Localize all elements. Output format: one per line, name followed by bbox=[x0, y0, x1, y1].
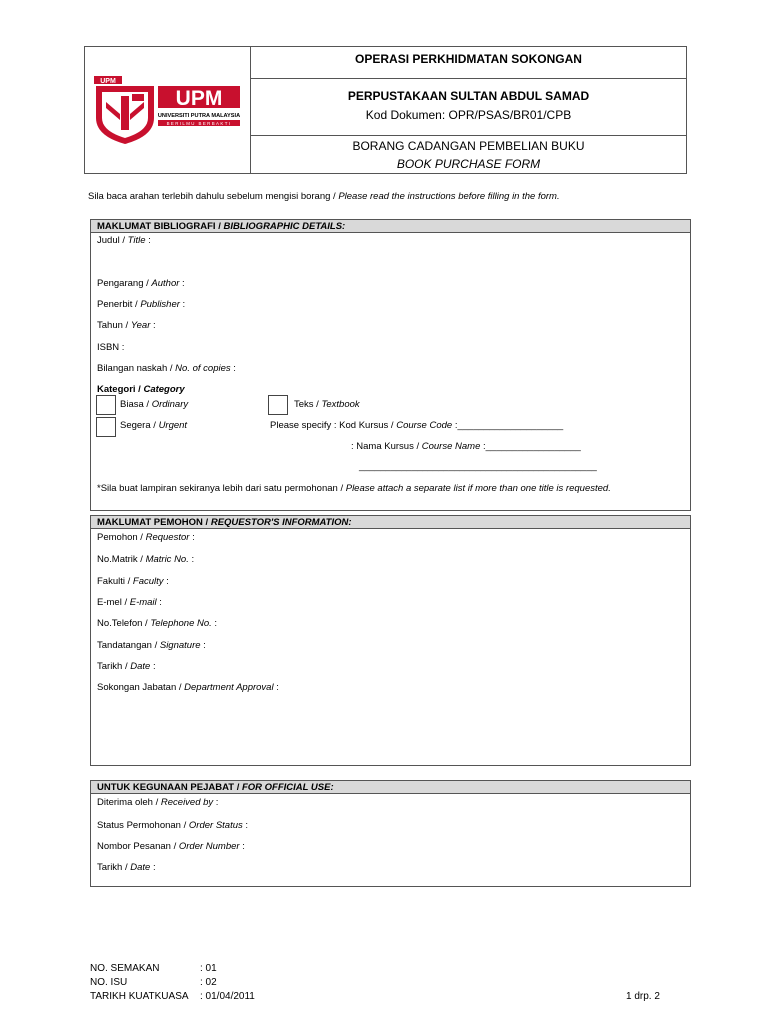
document-code: Kod Dokumen: OPR/PSAS/BR01/CPB bbox=[365, 108, 572, 122]
field-signature[interactable]: Tandatangan / Signature : bbox=[97, 640, 206, 651]
form-title-english: BOOK PURCHASE FORM bbox=[396, 157, 541, 171]
instruction-malay: Sila baca arahan terlebih dahulu sebelum mengisi borang / bbox=[88, 191, 339, 202]
footer-revision-value: : 01 bbox=[200, 963, 217, 974]
category-label: Kategori / Category bbox=[97, 384, 185, 395]
label-ordinary: Biasa / Ordinary bbox=[120, 399, 189, 410]
header-row-line-1 bbox=[250, 78, 687, 79]
instruction-text bbox=[88, 191, 560, 202]
footer-issue-label: NO. ISU bbox=[90, 977, 128, 988]
upm-logo bbox=[92, 74, 244, 146]
label-textbook: Teks / Textbook bbox=[294, 399, 360, 410]
field-course-name[interactable]: : Nama Kursus / Course Name :__________________ bbox=[351, 441, 581, 452]
field-department-approval[interactable]: Sokongan Jabatan / Department Approval : bbox=[97, 682, 279, 693]
official-use-heading: UNTUK KEGUNAAN PEJABAT / FOR OFFICIAL USE: bbox=[91, 781, 690, 794]
logo-wordmark: UPM bbox=[175, 87, 223, 110]
field-email[interactable]: E-mel / E-mail : bbox=[97, 597, 162, 608]
field-official-date[interactable]: Tarikh / Date : bbox=[97, 862, 156, 873]
field-extra-line[interactable]: _____________________________________________ bbox=[359, 461, 597, 472]
field-telephone[interactable]: No.Telefon / Telephone No. : bbox=[97, 618, 218, 629]
requestor-heading: MAKLUMAT PEMOHON / REQUESTOR'S INFORMATION: bbox=[91, 516, 690, 529]
field-isbn[interactable]: ISBN : bbox=[97, 342, 125, 353]
field-course-code[interactable]: Please specify : Kod Kursus / Course Code :____________________ bbox=[270, 420, 564, 431]
footer-issue-value: : 02 bbox=[200, 977, 217, 988]
field-matric-no[interactable]: No.Matrik / Matric No. : bbox=[97, 554, 195, 565]
upm-shield-icon bbox=[92, 74, 244, 146]
field-author[interactable]: Pengarang / Author : bbox=[97, 278, 185, 289]
form-title-malay: BORANG CADANGAN PEMBELIAN BUKU bbox=[352, 139, 585, 153]
logo-university-name: UNIVERSITI PUTRA MALAYSIA bbox=[157, 113, 241, 119]
header-title: OPERASI PERKHIDMATAN SOKONGAN bbox=[355, 52, 582, 66]
logo-tagline: BERILMU BERBAKTI bbox=[166, 121, 232, 126]
page-number: 1 drp. 2 bbox=[626, 991, 660, 1002]
field-requestor[interactable]: Pemohon / Requestor : bbox=[97, 532, 195, 543]
checkbox-textbook[interactable] bbox=[268, 395, 288, 415]
checkbox-ordinary[interactable] bbox=[96, 395, 116, 415]
logo-mini-text: UPM bbox=[100, 78, 116, 85]
header-row-line-2 bbox=[250, 135, 687, 136]
field-faculty[interactable]: Fakulti / Faculty : bbox=[97, 576, 169, 587]
field-year[interactable]: Tahun / Year : bbox=[97, 320, 156, 331]
footer-effective-date-value: : 01/04/2011 bbox=[200, 991, 255, 1002]
label-urgent: Segera / Urgent bbox=[120, 420, 188, 431]
field-received-by[interactable]: Diterima oleh / Received by : bbox=[97, 797, 219, 808]
instruction-english: Please read the instructions before filling in the form. bbox=[338, 191, 560, 202]
footer-effective-date-label: TARIKH KUATKUASA bbox=[90, 991, 189, 1002]
field-publisher[interactable]: Penerbit / Publisher : bbox=[97, 299, 186, 310]
field-order-status[interactable]: Status Permohonan / Order Status : bbox=[97, 820, 249, 831]
field-requestor-date[interactable]: Tarikh / Date : bbox=[97, 661, 156, 672]
checkbox-urgent[interactable] bbox=[96, 417, 116, 437]
field-copies[interactable]: Bilangan naskah / No. of copies : bbox=[97, 363, 236, 374]
field-order-number[interactable]: Nombor Pesanan / Order Number : bbox=[97, 841, 245, 852]
footer-revision-label: NO. SEMAKAN bbox=[90, 963, 160, 974]
attachment-note: *Sila buat lampiran sekiranya lebih dari satu permohonan / Please attach a separate list if more than one title is requested. bbox=[97, 483, 611, 494]
bibliographic-heading: MAKLUMAT BIBLIOGRAFI / BIBLIOGRAPHIC DETAILS: bbox=[91, 220, 690, 233]
library-name: PERPUSTAKAAN SULTAN ABDUL SAMAD bbox=[347, 89, 590, 103]
field-title[interactable]: Judul / Title : bbox=[97, 235, 151, 246]
